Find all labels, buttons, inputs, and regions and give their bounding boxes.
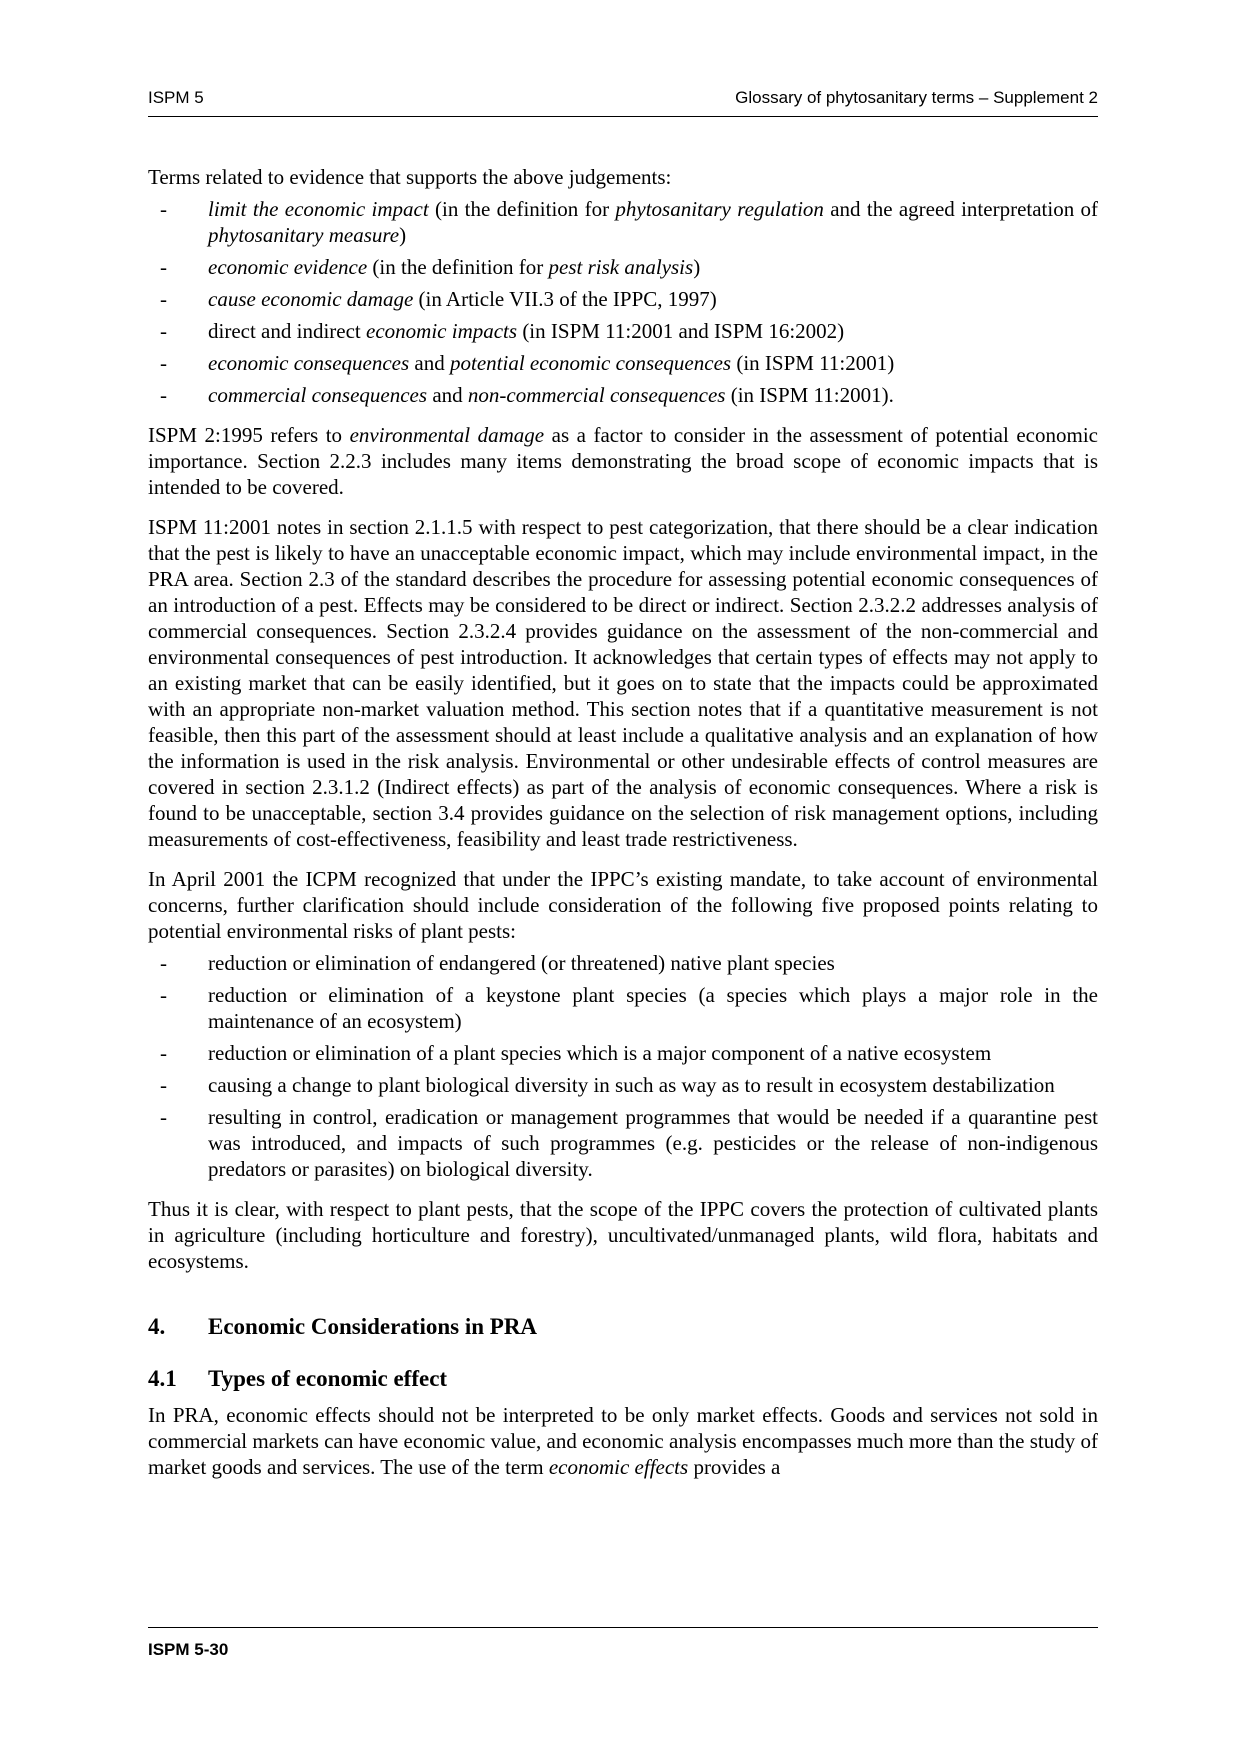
list-item (148, 1072, 1098, 1098)
list-bullet: - (160, 255, 167, 279)
term-italic: economic consequences (208, 351, 410, 375)
term-italic: phytosanitary measure (208, 223, 400, 247)
list-text: (in Article VII.3 of the IPPC, 1997) (413, 287, 717, 311)
page-footer: ISPM 5-30 (148, 1640, 229, 1659)
list-bullet: - (160, 319, 167, 343)
term-italic: limit the economic impact (208, 197, 429, 221)
header-divider (148, 116, 1098, 117)
ispm2-paragraph (148, 422, 1098, 500)
term-italic: phytosanitary regulation (615, 197, 824, 221)
section-title: Types of economic effect (208, 1366, 448, 1391)
list-item (148, 382, 1098, 408)
list-bullet: - (160, 1041, 167, 1065)
list-item (148, 950, 1098, 976)
list-bullet: - (160, 1073, 167, 1097)
list-text: causing a change to plant biological diversity in such as way as to result in ecosystem destabilization (208, 1073, 1055, 1097)
list-text: (in the definition for (428, 197, 616, 221)
section-4-heading (148, 1312, 1098, 1342)
term-italic: economic impacts (366, 319, 518, 343)
list-item (148, 254, 1098, 280)
list-text: and (427, 383, 468, 407)
list-text: resulting in control, eradication or management programmes that would be needed if a quarantine pest was introduced, and impacts of such programmes (e.g. pesticides or the release of non-indigenous predators or parasites) on biological diversity. (208, 1105, 1098, 1181)
list-text: (in the definition for (367, 255, 549, 279)
footer-divider (148, 1627, 1098, 1628)
list-text: (in ISPM 11:2001). (725, 383, 894, 407)
term-italic: economic effects (548, 1455, 689, 1479)
april-2001-paragraph: In April 2001 the ICPM recognized that under the IPPC’s existing mandate, to take account of environmental concerns, further clarification should include consideration of the following five proposed points relating to potential environmental risks of plant pests: (148, 867, 1098, 943)
term-italic: non-commercial consequences (467, 383, 726, 407)
section-number: 4.1 (148, 1366, 177, 1391)
evidence-terms-list (148, 196, 1098, 408)
list-bullet: - (160, 197, 167, 221)
term-italic: pest risk analysis (548, 255, 694, 279)
list-bullet: - (160, 951, 167, 975)
list-bullet: - (160, 1105, 167, 1129)
term-italic: environmental damage (349, 423, 545, 447)
paragraph-text: as a factor to consider in the assessment of potential economic importance. Section 2.2.3 includes many items demonstrating the broad scope of economic impacts that is intended to be covered. (148, 423, 1098, 499)
environmental-risks-list (148, 950, 1098, 1182)
list-item (148, 1104, 1098, 1182)
list-item (148, 982, 1098, 1034)
conclusion-paragraph: Thus it is clear, with respect to plant pests, that the scope of the IPPC covers the protection of cultivated plants in agriculture (including horticulture and forestry), uncultivated/unmanaged plants, wild flora, habitats and ecosystems. (148, 1197, 1098, 1273)
paragraph-text: ISPM 2:1995 refers to (148, 423, 350, 447)
list-text: ) (693, 255, 701, 279)
term-italic: potential economic consequences (450, 351, 732, 375)
list-text: and (409, 351, 450, 375)
list-text: and the agreed interpretation of (823, 197, 1099, 221)
section-4-1-heading (148, 1364, 1098, 1394)
list-item (148, 286, 1098, 312)
section-number: 4. (148, 1314, 166, 1339)
list-item (148, 196, 1098, 248)
header-standard-id: ISPM 5 (148, 88, 204, 107)
intro-paragraph: Terms related to evidence that supports the above judgements: (148, 165, 672, 189)
list-text: direct and indirect (208, 319, 367, 343)
list-text: ) (399, 223, 407, 247)
list-bullet: - (160, 983, 167, 1007)
term-italic: commercial consequences (208, 383, 428, 407)
list-bullet: - (160, 287, 167, 311)
list-text: reduction or elimination of a plant species which is a major component of a native ecosystem (208, 1041, 992, 1065)
list-item (148, 1040, 1098, 1066)
page-body (148, 164, 1098, 1494)
header-document-title: Glossary of phytosanitary terms – Supplement 2 (735, 88, 1098, 107)
paragraph-text: In PRA, economic effects should not be interpreted to be only market effects. Goods and services not sold in commercial markets can have economic value, and economic analysis encompasses much more than the study of market goods and services. The use of the term (148, 1403, 1098, 1479)
list-text: (in ISPM 11:2001 and ISPM 16:2002) (517, 319, 845, 343)
ispm11-paragraph: ISPM 11:2001 notes in section 2.1.1.5 with respect to pest categorization, that there should be a clear indication that the pest is likely to have an unacceptable economic impact, which may include environmental impact, in the PRA area. Section 2.3 of the standard describes the procedure for assessing potential economic consequences of an introduction of a pest. Effects may be considered to be direct or indirect. Section 2.3.2.2 addresses analysis of commercial consequences. Section 2.3.2.4 provides guidance on the assessment of the non-commercial and environmental consequences of pest introduction. It acknowledges that certain types of effects may not apply to an existing market that can be easily identified, but it goes on to state that the impacts could be approximated with an appropriate non-market valuation method. This section notes that if a quantitative measurement is not feasible, then this part of the assessment should at least include a qualitative analysis and an explanation of how the information is used in the risk analysis. Environmental or other undesirable effects of control measures are covered in section 2.3.1.2 (Indirect effects) as part of the analysis of economic consequences. Where a risk is found to be unacceptable, section 3.4 provides guidance on the selection of risk management options, including measurements of cost-effectiveness, feasibility and least trade restrictiveness. (148, 515, 1098, 851)
pra-paragraph (148, 1402, 1098, 1480)
page-header (148, 88, 1098, 112)
list-bullet: - (160, 383, 167, 407)
list-text: reduction or elimination of a keystone plant species (a species which plays a major role in the maintenance of an ecosystem) (208, 983, 1098, 1033)
term-italic: cause economic damage (208, 287, 414, 311)
list-item (148, 350, 1098, 376)
list-bullet: - (160, 351, 167, 375)
term-italic: economic evidence (208, 255, 368, 279)
paragraph-text: provides a (688, 1455, 781, 1479)
section-title: Economic Considerations in PRA (208, 1314, 538, 1339)
list-text: reduction or elimination of endangered (or threatened) native plant species (208, 951, 835, 975)
list-text: (in ISPM 11:2001) (731, 351, 895, 375)
list-item (148, 318, 1098, 344)
